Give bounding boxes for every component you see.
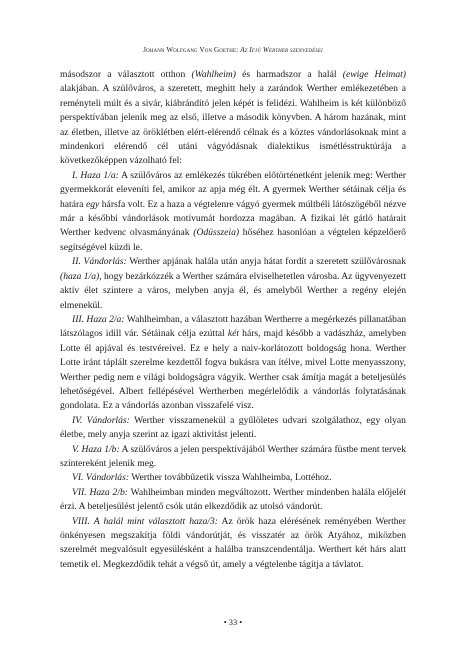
text-run: Werther továbbűzetik vissza Wahlheimba, Lottéhoz. [129, 472, 332, 484]
paragraph [60, 313, 406, 414]
text-run: A szülőváros az emlékezés tükrében előtörténetként jelenik meg: Werther gyermekkorát eleveníti fel, amikor az apja még élt. A gyermek Werther sétáinak célja és határa [60, 169, 406, 210]
running-head-author: Johann Wolfgang Von Goethe: [143, 46, 239, 54]
text-run: Az örök haza elérésének reményében Werther önkényesen megszakítja földi vándorútját, és visszatér az örök Atyához, miközben szerelmét megvalósult egyesülésként a halálba transzcendentálja. Werthert két hárs alatt temetik el. Megkezdődik tehát a végső út, amely a végtelenbe tágítja a távlatot. [60, 515, 407, 570]
page-number: • 33 • [223, 618, 243, 627]
italic-text: V. Haza 1/b: [72, 443, 120, 455]
text-run: , hogy bezárkózzék a Werther számára elviselhetetlen városba. Az ügyvenyezett aktív élet színtere a város, melyben anyja él, és amelyből Werther a regény elején elmenekül. [60, 270, 406, 311]
text-run: hársfa volt. Ez a haza a végtelenre vágyó gyermek múltbéli látószögéből nézve már a későbbi vándorlások motívumát hordozza magában. A fizikai lét gátló határait Werther kedvenc olvasmányának [60, 198, 406, 239]
text-run: hárs, majd később a vadászház, amelyben Lotte él apjával és testvéreivel. Ez e hely a naiv-korlátozott boldogság hona. Werther Lotte iránt táplált szerelme kezdettől fogva bukásra van ítélve, mivel Lotte menyasszony, Werther pedig nem e világi boldogságra vágyik. Werther csak ámítja magát a beteljesülés lehetőségével. Albert fellépésével Wertherben megérlelődik a vándorlás folytatásának gondolata. Ez a vándorlás azonban visszafelé visz. [60, 328, 406, 412]
paragraph [60, 515, 406, 573]
italic-text: VII. Haza 2/b: [72, 486, 128, 498]
italic-text: egy [85, 198, 100, 210]
text-run: Wahlheimban, a választott hazában Wertherre a megérkezés pillanatában látszólagos idill vár. Sétáinak célja ezúttal [60, 313, 406, 340]
italic-text: I. Haza 1/a: [72, 169, 119, 181]
running-head-title: Az Ifjú Werther szenvedései [240, 46, 323, 54]
italic-text: III. Haza 2/a: [72, 313, 125, 325]
italic-text: (ewige Heimat) [342, 69, 406, 80]
text-run: Werther visszamenekül a gyűlöletes udvari szolgálathoz, egy olyan életbe, mely anyja szerint az igazi aktivitást jelenti. [60, 414, 406, 441]
text-run: másodszor a választott otthon [60, 69, 192, 80]
text-run: Wahlheimban minden megváltozott. Werther mindenben halála előjelét érzi. A beteljesülést jelentő csók után elkezdődik az utolsó vándorút. [60, 486, 407, 513]
paragraph [60, 486, 406, 515]
text-run: hőséhez hasonlóan a végtelen képzelőerő segítségével küzdi le. [60, 227, 406, 253]
italic-text: (Odüsszeia) [193, 227, 240, 239]
paragraph [60, 169, 406, 255]
paragraph [60, 414, 406, 443]
paragraph [60, 443, 406, 472]
text-run: és harmadszor a halál [235, 69, 343, 80]
running-head [0, 46, 466, 54]
italic-text: IV. Vándorlás: [72, 414, 130, 426]
paragraph [60, 68, 406, 169]
italic-text: II. Vándorlás: [72, 256, 127, 268]
italic-text: két [227, 328, 239, 340]
text-run: A szülőváros a jelen perspektívájából Werther számára füstbe ment tervek színtereként jelenik meg. [60, 443, 406, 469]
italic-text: VI. Vándorlás: [72, 472, 130, 484]
body-text [60, 68, 406, 572]
paragraph [60, 471, 406, 485]
text-run: Werther apjának halála után anyja hátat fordít a szeretett szülővárosnak [126, 256, 406, 268]
italic-text: (haza 1/a) [60, 270, 100, 282]
italic-text: VIII. A halál mint választott haza/3: [72, 515, 218, 527]
italic-text: (Wahlheim) [191, 69, 236, 80]
paragraph [60, 255, 406, 313]
text-run: alakjában. A szülőváros, a szeretett, meghitt hely a zarándok Werther emlékezetében a reményteli múlt és a sivár, kiábrándító jelen képét is felidézi. Wahlheim is két különböző perspektívában jelenik meg az első, illetve a második könyvben. A három hazának, mint az életben, illetve az öröklétben elért-elérendő célnak és a köztes vándorlásoknak mint a mindenkori elérendő cél utáni vágyódásnak dialektikus ismétlésstruktúrája a következőképpen vázolható fel: [60, 83, 406, 167]
